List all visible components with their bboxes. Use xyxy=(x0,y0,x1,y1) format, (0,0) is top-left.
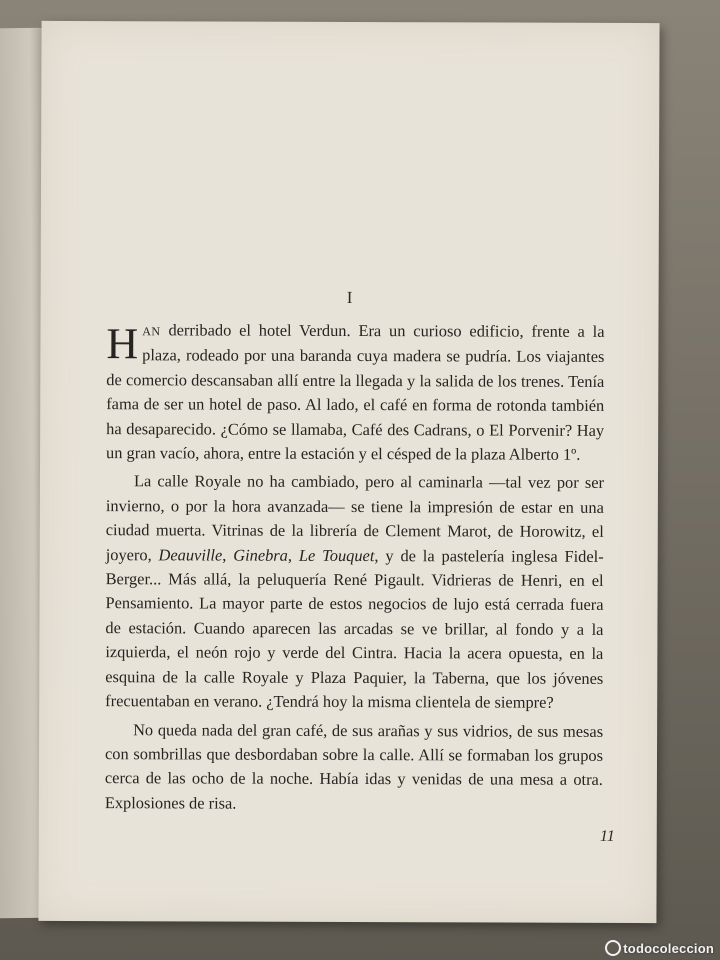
paragraph-2-text-b: , y de la pastelería inglesa Fidel-Berger... Más allá, la peluquería René Pigault. Vidrieras de Henri, en el Pensamiento. La mayor parte de estos negocios de lujo está cerrada fuera de estación. Cuando aparecen las arcadas se ve brillar, al fondo y a la izquierda, el neón rojo y verde del Cintra. Hacia la acera opuesta, en la esquina de la calle Royale y Plaza Paquier, la Taberna, que los jóvenes frecuentaban en verano. ¿Tendrá hoy la misma clientela de siempre? xyxy=(105,545,604,712)
paragraph-1-text: derribado el hotel Verdun. Era un curioso edificio, frente a la plaza, rodeado por una baranda cuya madera se pudría. Los viajantes de comercio descansaban allí entre la llegada y la salida de los trenes. Tenía fama de ser un hotel de paso. Al lado, el café en forma de rotonda también ha desaparecido. ¿Cómo se llamaba, Café des Cadrans, o El Porvenir? Hay un gran vacío, ahora, entre la estación y el césped de la plaza Alberto 1º. xyxy=(106,320,605,464)
small-caps-lead: AN xyxy=(142,324,161,339)
chapter-heading: I xyxy=(346,287,353,308)
separator-1: , xyxy=(222,545,234,565)
watermark-text: todocoleccion xyxy=(623,941,714,956)
italic-place-1: Deauville xyxy=(158,544,223,565)
page-number: 11 xyxy=(599,827,615,845)
italic-place-2: Ginebra xyxy=(233,545,288,565)
separator-2: , xyxy=(287,545,299,565)
italic-place-3: Le Touquet xyxy=(298,545,375,565)
book-page xyxy=(38,21,659,923)
paragraph-1 xyxy=(106,318,605,467)
drop-cap: H xyxy=(106,319,139,369)
body-text xyxy=(105,318,605,821)
paragraph-3: No queda nada del gran café, de sus arañas y sus vidrios, de sus mesas con sombrillas que desbordaban sobre la calle. Allí se formaban los grupos cerca de las ocho de la noche. Había idas y venidas de una mesa a otra. Explosiones de risa. xyxy=(104,719,604,813)
paragraph-2 xyxy=(105,470,604,716)
watermark xyxy=(605,940,714,956)
watermark-logo-icon xyxy=(605,940,621,956)
paragraph-2-text-a: La calle Royale no ha cambiado, pero al caminarla —tal vez por ser invierno, o por la hora avanzada— se tiene la impresión de estar en una ciudad muerta. Vitrinas de la librería de Clement Marot, de Horowitz, el joyero, xyxy=(105,471,604,564)
